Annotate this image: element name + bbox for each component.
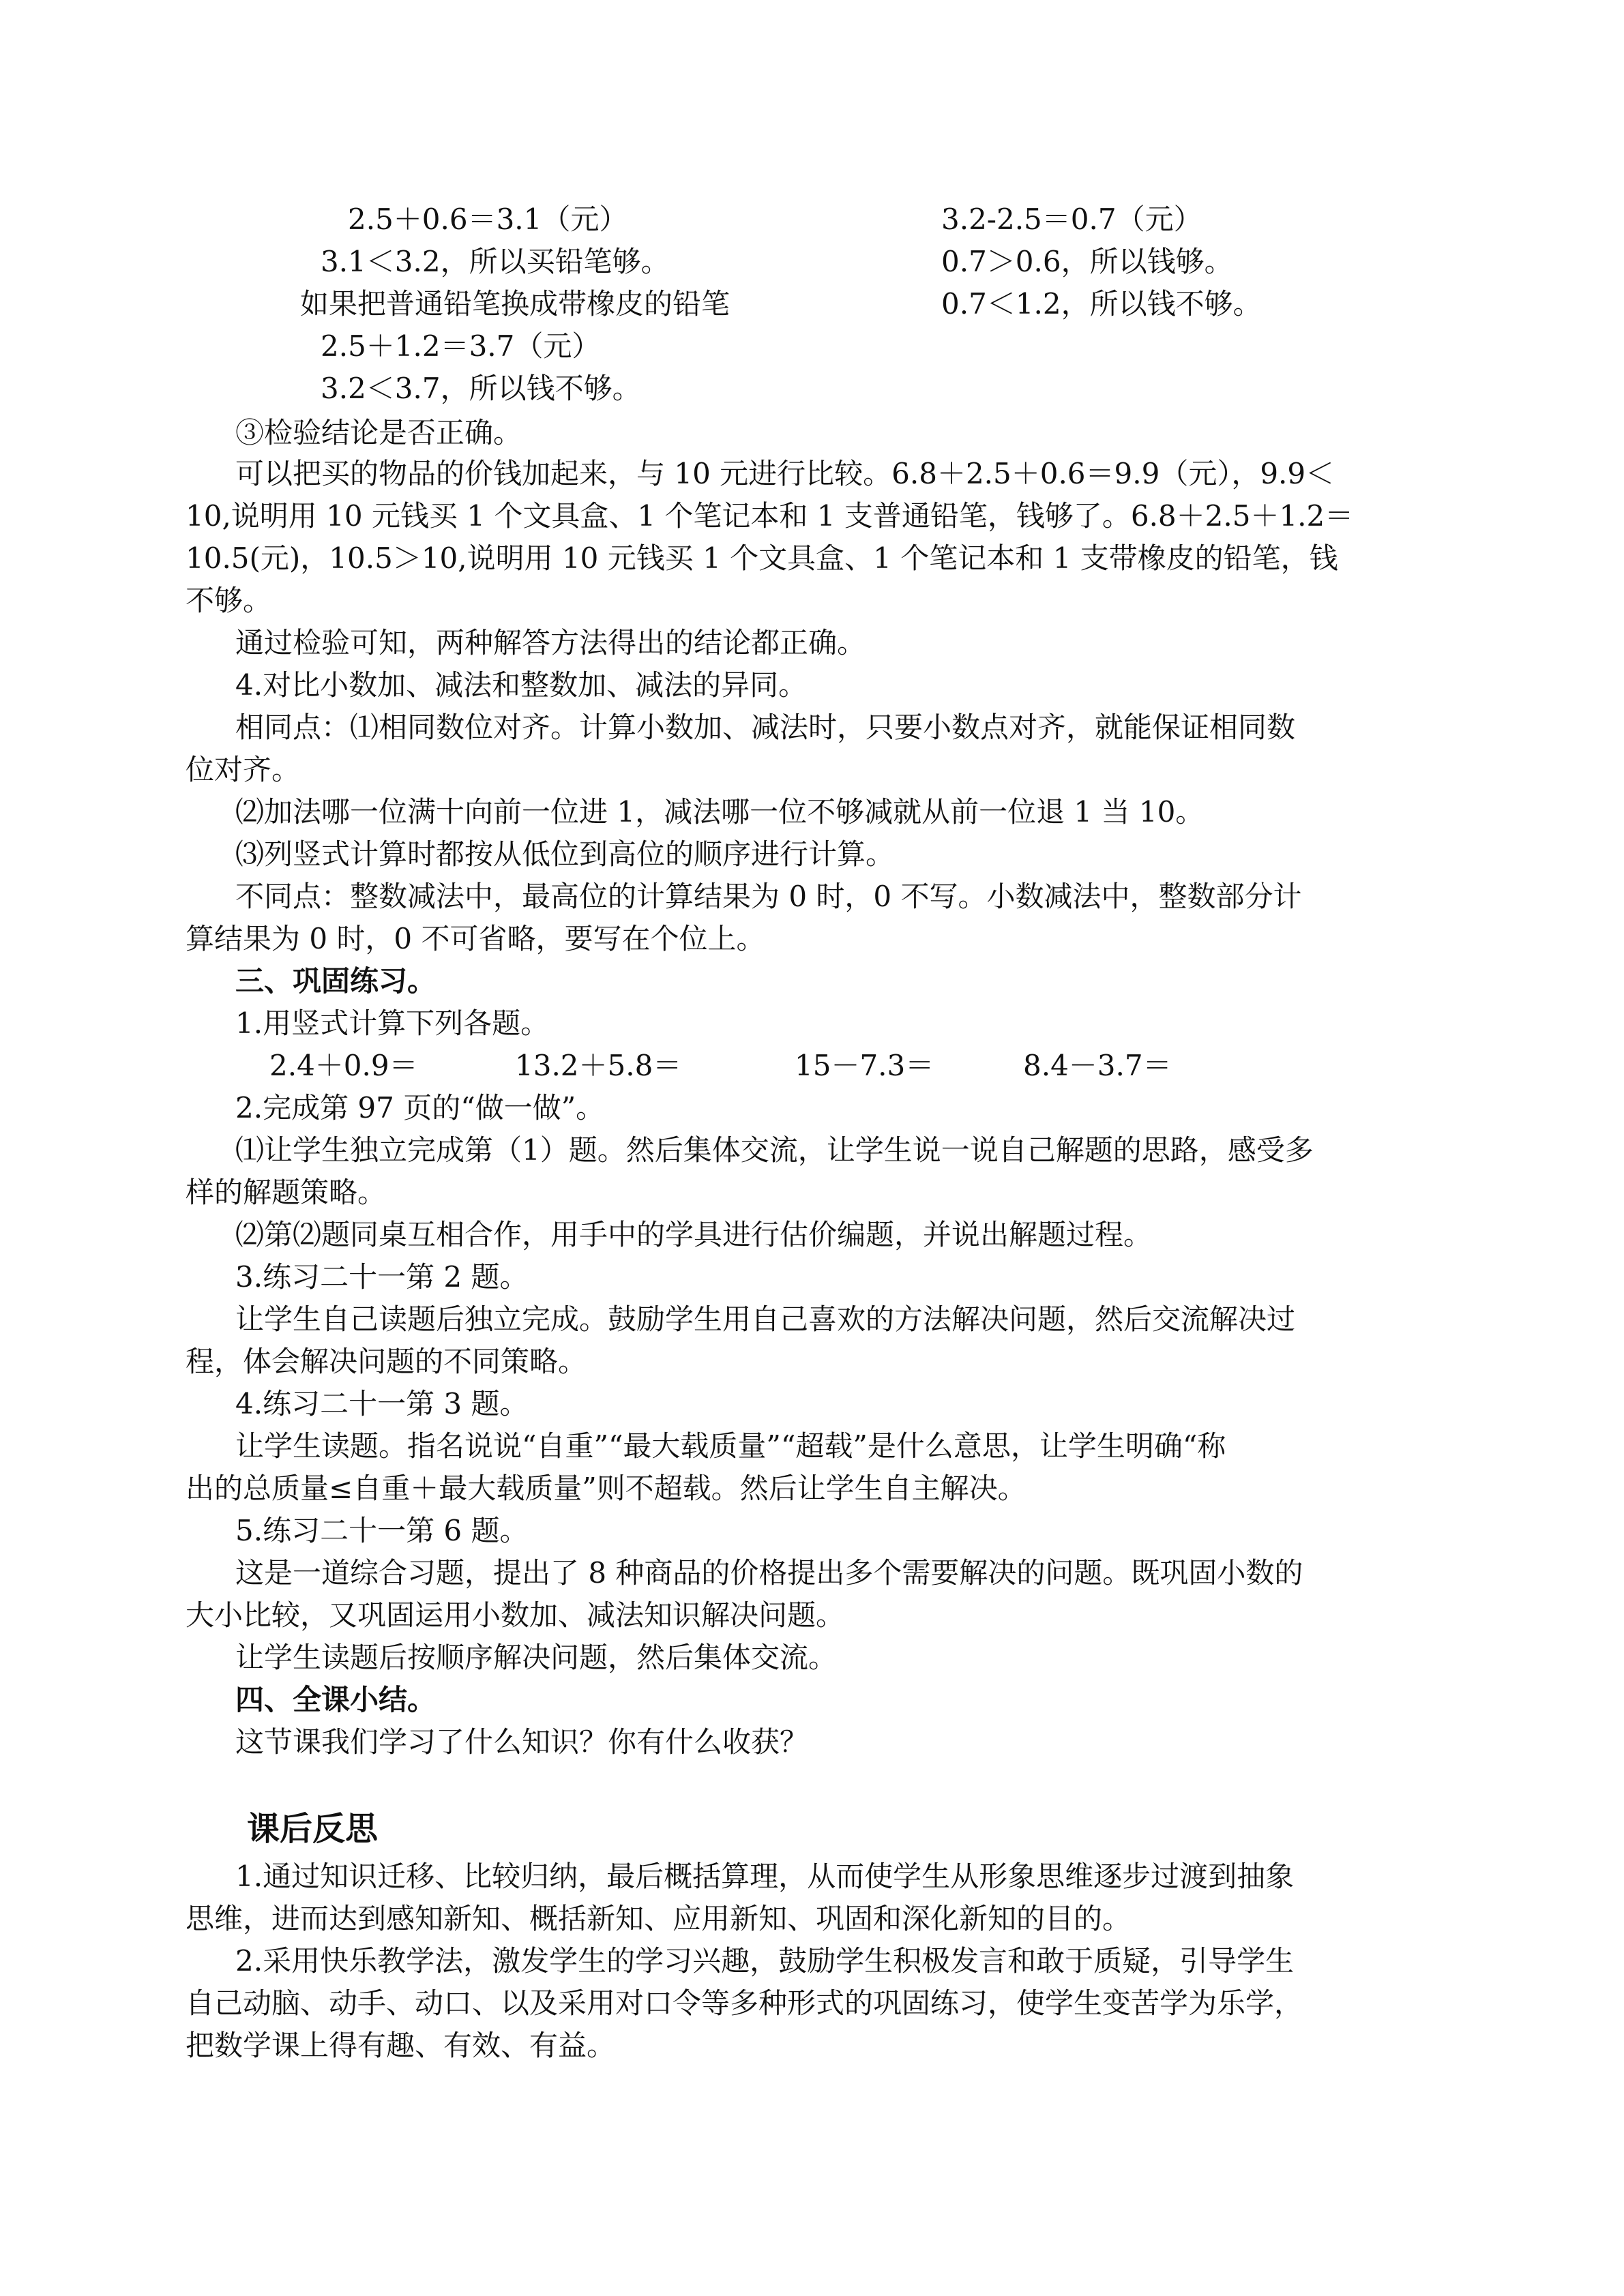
section-item: 3.练习二十一第 2 题。 <box>235 1260 529 1294</box>
calc-left-5: 3.2＜3.7，所以钱不够。 <box>321 372 641 405</box>
paragraph-line: ⑶列竖式计算时都按从低位到高位的顺序进行计算。 <box>235 837 895 871</box>
calc-right-1: 3.2-2.5＝0.7（元） <box>941 203 1202 236</box>
paragraph-line: 这节课我们学习了什么知识？你有什么收获？ <box>235 1725 809 1759</box>
calc-left-4: 2.5＋1.2＝3.7（元） <box>321 329 601 363</box>
calc-left-3: 如果把普通铅笔换成带橡皮的铅笔 <box>300 287 730 320</box>
paragraph-line: 算结果为 0 时，0 不可省略，要写在个位上。 <box>186 922 765 955</box>
paragraph-line: ⑵加法哪一位满十向前一位进 1，减法哪一位不够减就从前一位退 1 当 10。 <box>235 795 1205 829</box>
exercise-4: 8.4－3.7＝ <box>1023 1049 1172 1082</box>
paragraph-line: 大小比较，又巩固运用小数加、减法知识解决问题。 <box>186 1598 845 1632</box>
calc-left-2: 3.1＜3.2，所以买铅笔够。 <box>321 245 670 278</box>
paragraph-line: 不够。 <box>186 584 272 617</box>
section-item: 4.对比小数加、减法和整数加、减法的异同。 <box>235 668 808 702</box>
section-item: 5.练习二十一第 6 题。 <box>235 1514 529 1547</box>
calc-right-3: 0.7＜1.2，所以钱不够。 <box>941 287 1262 320</box>
exercise-2: 13.2＋5.8＝ <box>515 1049 682 1082</box>
paragraph-line: 不同点：整数减法中，最高位的计算结果为 0 时，0 不写。小数减法中，整数部分计 <box>235 880 1302 913</box>
paragraph-line: 这是一道综合习题，提出了 8 种商品的价格提出多个需要解决的问题。既巩固小数的 <box>235 1556 1303 1590</box>
paragraph-line: ⑴让学生独立完成第（1）题。然后集体交流，让学生说一说自己解题的思路，感受多 <box>235 1133 1314 1167</box>
calc-right-2: 0.7＞0.6，所以钱够。 <box>941 245 1233 278</box>
paragraph-line: 出的总质量≤自重＋最大载质量”则不超载。然后让学生自主解决。 <box>186 1472 1027 1505</box>
paragraph-line: 程，体会解决问题的不同策略。 <box>186 1345 587 1378</box>
reflection-line: 把数学课上得有趣、有效、有益。 <box>186 2029 616 2062</box>
reflection-line: 自己动脑、动手、动口、以及采用对口令等多种形式的巩固练习，使学生变苦学为乐学， <box>186 1986 1303 2020</box>
paragraph-line: 样的解题策略。 <box>186 1176 387 1209</box>
reflection-heading: 课后反思 <box>247 1810 379 1848</box>
calc-left-1: 2.5＋0.6＝3.1（元） <box>348 203 628 236</box>
paragraph-line: 10.5(元)，10.5＞10,说明用 10 元钱买 1 个文具盒、1 个笔记本和 1 支带橡皮的铅笔，钱 <box>186 541 1338 575</box>
paragraph-line: 通过检验可知，两种解答方法得出的结论都正确。 <box>235 626 866 659</box>
reflection-line: 1.通过知识迁移、比较归纳，最后概括算理，从而使学生从形象思维逐步过渡到抽象 <box>235 1860 1295 1893</box>
paragraph-line: 让学生读题后按顺序解决问题，然后集体交流。 <box>235 1641 838 1674</box>
exercise-3: 15－7.3＝ <box>795 1049 934 1082</box>
paragraph-line: 位对齐。 <box>186 753 301 786</box>
section-item: 1.用竖式计算下列各题。 <box>235 1007 550 1040</box>
paragraph-line: 10,说明用 10 元钱买 1 个文具盒、1 个笔记本和 1 支普通铅笔，钱够了。6.8＋2.5＋1.2＝ <box>186 499 1354 533</box>
paragraph-line: ⑵第⑵题同桌互相合作，用手中的学具进行估价编题，并说出解题过程。 <box>235 1218 1153 1251</box>
paragraph-line: 相同点：⑴相同数位对齐。计算小数加、减法时，只要小数点对齐，就能保证相同数 <box>235 711 1296 744</box>
section-heading-practice: 三、巩固练习。 <box>235 964 437 998</box>
paragraph-line: 让学生自己读题后独立完成。鼓励学生用自己喜欢的方法解决问题，然后交流解决过 <box>235 1302 1296 1336</box>
reflection-line: 思维，进而达到感知新知、概括新知、应用新知、巩固和深化新知的目的。 <box>186 1902 1132 1935</box>
reflection-line: 2.采用快乐教学法，激发学生的学习兴趣，鼓励学生积极发言和敢于质疑，引导学生 <box>235 1944 1295 1978</box>
section-item: 4.练习二十一第 3 题。 <box>235 1387 529 1420</box>
step-check-title: ③检验结论是否正确。 <box>235 416 522 449</box>
paragraph-line: 让学生读题。指名说说“自重”“最大载质量”“超载”是什么意思，让学生明确“称 <box>235 1429 1226 1463</box>
section-item: 2.完成第 97 页的“做一做”。 <box>235 1091 605 1124</box>
exercise-1: 2.4＋0.9＝ <box>269 1049 418 1082</box>
paragraph-line: 可以把买的物品的价钱加起来，与 10 元进行比较。6.8＋2.5＋0.6＝9.9（元），9.9＜ <box>235 457 1335 490</box>
section-heading-summary: 四、全课小结。 <box>235 1683 437 1716</box>
